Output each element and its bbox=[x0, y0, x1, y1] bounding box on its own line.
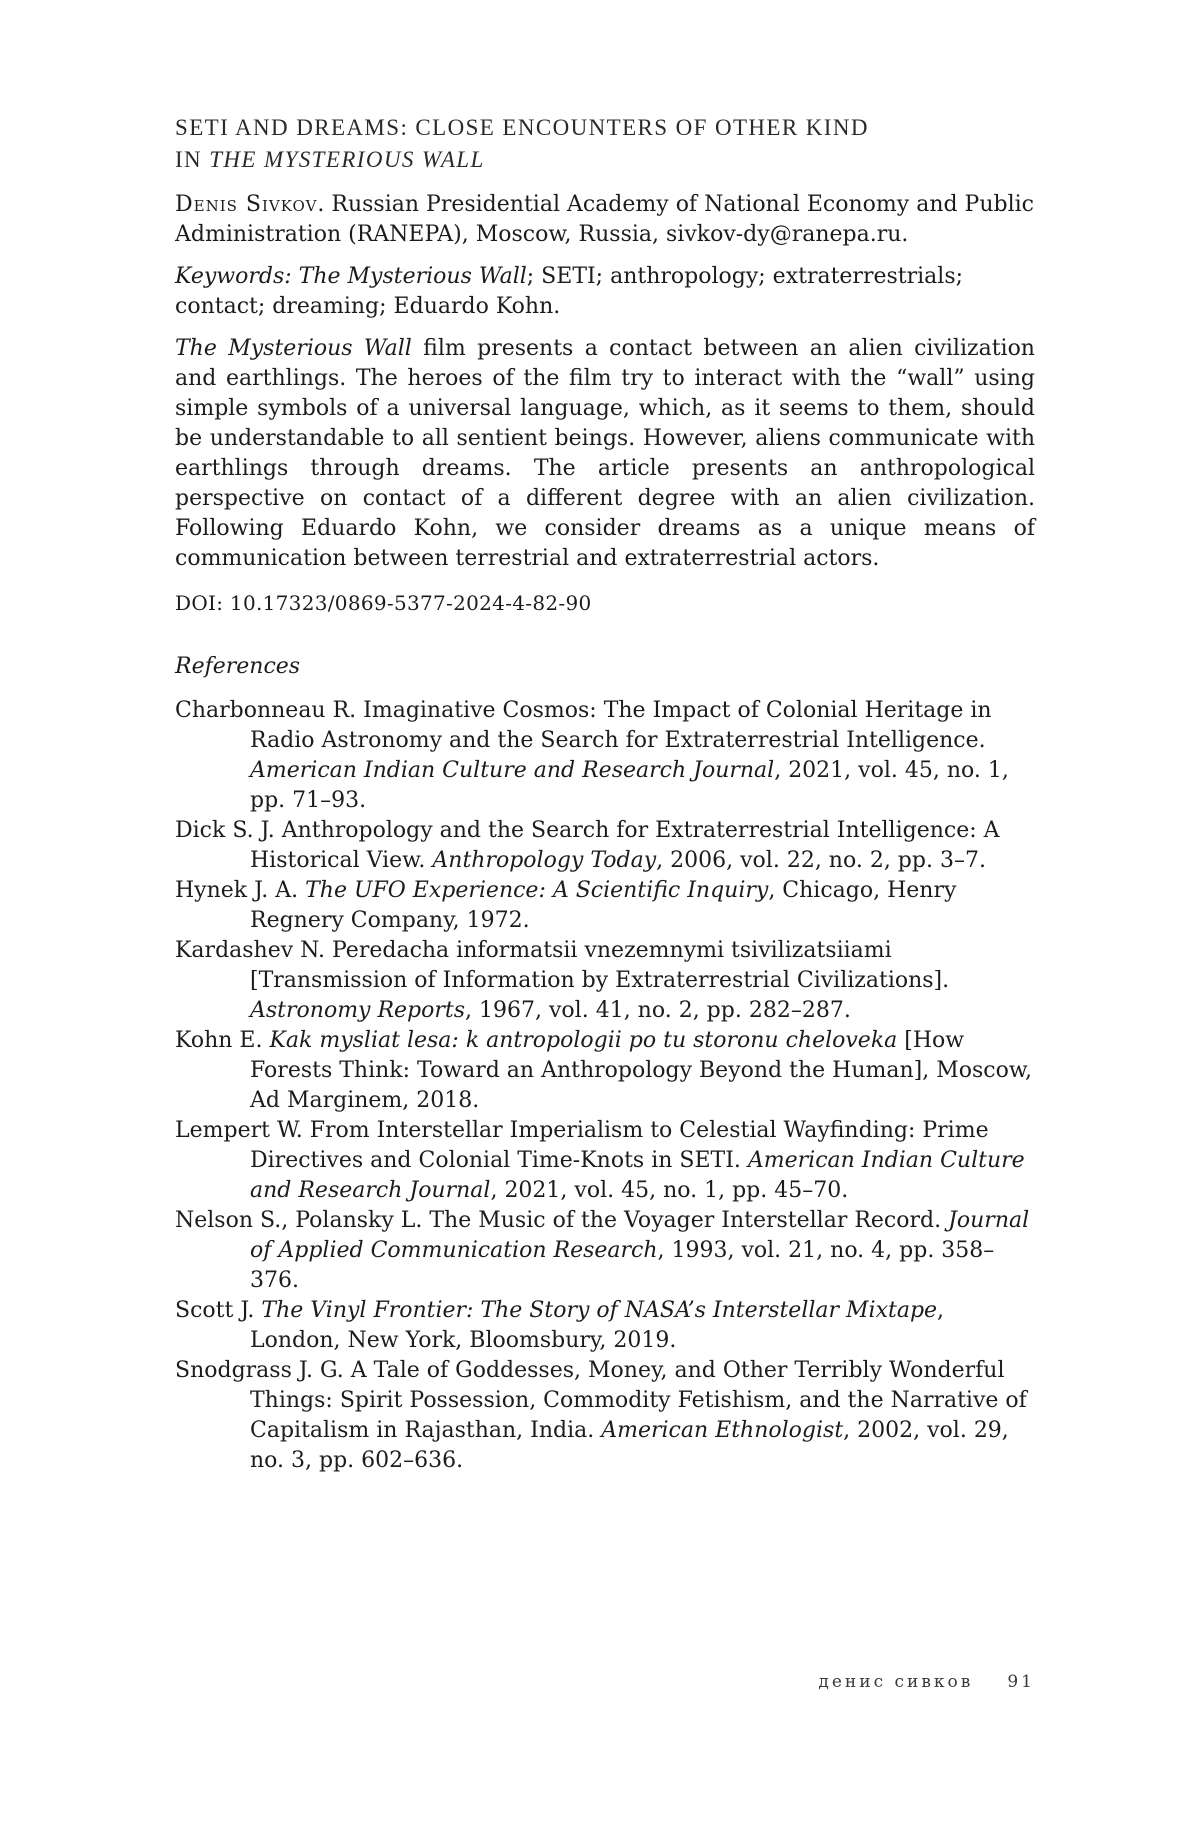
reference-item: Kardashev N. Peredacha informatsii vnezemnymi tsivilizatsiiami [Transmission of Information by Extraterrestrial Civilizations]. Astronomy Reports, 1967, vol. 41, no. 2, pp. 282–287. bbox=[175, 938, 950, 1023]
title-line-1: SETI AND DREAMS: CLOSE ENCOUNTERS OF OTHER KIND bbox=[175, 115, 869, 140]
reference-item: Scott J. The Vinyl Frontier: The Story of NASA’s Interstellar Mixtape, London, New York, Bloomsbury, 2019. bbox=[175, 1298, 945, 1353]
reference-item: Dick S. J. Anthropology and the Search for Extraterrestrial Intelligence: A Historical View. Anthropology Today, 2006, vol. 22, no. 2, pp. 3–7. bbox=[175, 818, 1000, 873]
author-affiliation: . Russian Presidential Academy of National Economy and Public Administration (RANEPA), Moscow, Russia, sivkov-dy@ranepa.ru. bbox=[175, 192, 1035, 247]
author-name: Denis Sivkov bbox=[175, 192, 318, 217]
reference-item: Charbonneau R. Imaginative Cosmos: The Impact of Colonial Heritage in Radio Astronomy and the Search for Extraterrestrial Intelligence. American Indian Culture and Research Journal, 2021, vol. 45, no. 1, pp. 71–93. bbox=[175, 698, 1009, 813]
keywords-list: ; SETI; anthropology; extraterrestrials; contact; dreaming; Eduardo Kohn. bbox=[175, 264, 964, 319]
author-block bbox=[175, 190, 1035, 250]
keywords bbox=[175, 262, 1035, 322]
abstract bbox=[175, 334, 1035, 574]
reference-item: Lempert W. From Interstellar Imperialism to Celestial Wayfinding: Prime Directives and Colonial Time-Knots in SETI. American Indian Culture and Research Journal, 2021, vol. 45, no. 1, pp. 45–70. bbox=[175, 1118, 1025, 1203]
title-line-2-prefix: IN bbox=[175, 147, 210, 172]
running-footer bbox=[700, 1672, 1035, 1692]
abstract-film-title: The Mysterious Wall bbox=[175, 336, 412, 361]
reference-item: Nelson S., Polansky L. The Music of the Voyager Interstellar Record. Journal of Applied Communication Research, 1993, vol. 21, no. 4, pp. 358–376. bbox=[175, 1208, 1030, 1293]
footer-author: денис сивков bbox=[818, 1672, 974, 1692]
doi: DOI: 10.17323/0869-5377-2024-4-82-90 bbox=[175, 591, 592, 615]
keywords-film: The Mysterious Wall bbox=[298, 264, 527, 289]
reference-item: Hynek J. A. The UFO Experience: A Scientific Inquiry, Chicago, Henry Regnery Company, 1972. bbox=[175, 878, 957, 933]
title-line-2-italic: THE MYSTERIOUS WALL bbox=[209, 147, 485, 172]
article-title bbox=[175, 112, 1035, 176]
reference-item: Snodgrass J. G. A Tale of Goddesses, Money, and Other Terribly Wonderful Things: Spirit Possession, Commodity Fetishism, and the Narrative of Capitalism in Rajasthan, India. American Ethnologist, 2002, vol. 29, no. 3, pp. 602–636. bbox=[175, 1358, 1027, 1473]
keywords-label: Keywords: bbox=[175, 264, 299, 289]
abstract-text: film presents a contact between an alien civilization and earthlings. The heroes of the film try to interact with the “wall” using simple symbols of a universal language, which, as it seems to them, should be understandable to all sentient beings. However, aliens communicate with earthlings through dreams. The article presents an anthropological perspective on contact of a different degree with an alien civilization. Following Eduardo Kohn, we consider dreams as a unique means of communication between terrestrial and extraterrestrial actors. bbox=[175, 336, 1035, 571]
article-page bbox=[175, 112, 1035, 1476]
page-number: 91 bbox=[1007, 1672, 1035, 1692]
reference-item: Kohn E. Kak mysliat lesa: k antropologii po tu storonu cheloveka [How Forests Think: Toward an Anthropology Beyond the Human], Moscow, Ad Marginem, 2018. bbox=[175, 1028, 1033, 1113]
references-list bbox=[175, 696, 1035, 1476]
references-heading: References bbox=[175, 654, 301, 679]
